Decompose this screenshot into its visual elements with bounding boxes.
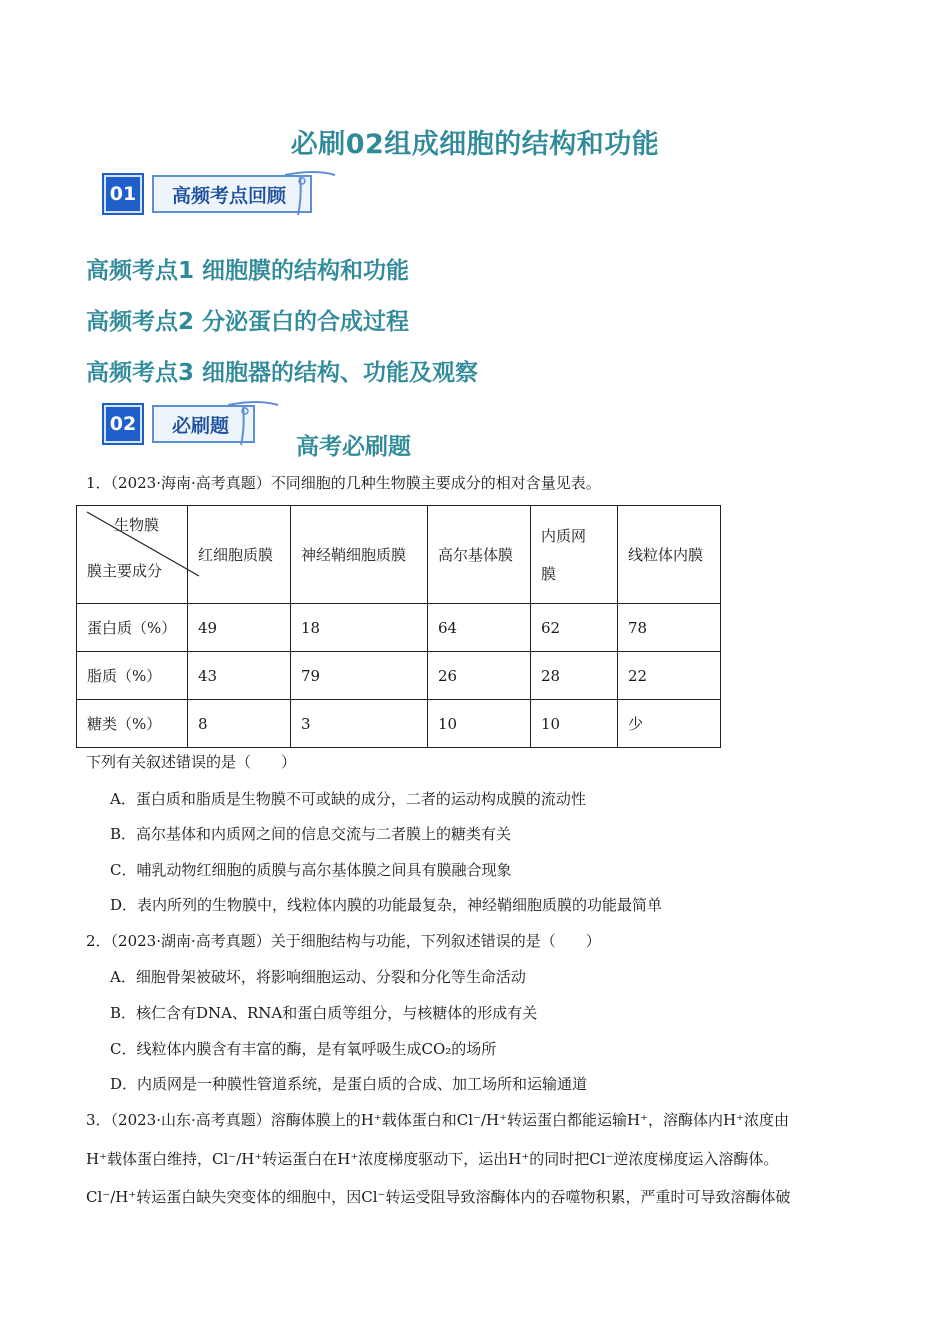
table-cell: 49	[188, 604, 291, 652]
table-cell: 79	[291, 652, 428, 700]
table-row	[77, 604, 721, 652]
table-cell: 8	[188, 700, 291, 748]
corner-top-label: 生物膜	[113, 516, 159, 534]
table-header-cell	[531, 506, 618, 604]
table-cell: 少	[618, 700, 721, 748]
q1-stem: 1．（2023·海南·高考真题）不同细胞的几种生物膜主要成分的相对含量见表。	[86, 474, 601, 492]
q1-option-c: C．哺乳动物红细胞的质膜与高尔基体膜之间具有膜融合现象	[110, 861, 512, 879]
section-label	[152, 175, 312, 213]
section-badge-1	[104, 175, 312, 213]
membrane-composition-table	[76, 505, 721, 748]
page-title: 必刷02组成细胞的结构和功能	[290, 129, 660, 160]
table-cell: 22	[618, 652, 721, 700]
curl-decoration-icon	[223, 397, 283, 447]
table-header-cell: 高尔基体膜	[428, 506, 531, 604]
q2-option-a: A．细胞骨架被破坏，将影响细胞运动、分裂和分化等生命活动	[110, 968, 526, 986]
q2-stem: 2．（2023·湖南·高考真题）关于细胞结构与功能，下列叙述错误的是（ ）	[86, 932, 601, 950]
table-cell: 26	[428, 652, 531, 700]
curl-decoration-icon	[280, 167, 340, 217]
table-cell: 3	[291, 700, 428, 748]
table-row	[77, 700, 721, 748]
q3-line-3: Cl⁻/H⁺转运蛋白缺失突变体的细胞中，因Cl⁻转运受阻导致溶酶体内的吞噬物积累，严重时可导致溶酶体破	[86, 1188, 791, 1206]
section-number: 01	[104, 175, 142, 213]
row-label: 蛋白质（%）	[77, 604, 188, 652]
table-cell: 18	[291, 604, 428, 652]
table-cell: 62	[531, 604, 618, 652]
table-cell: 10	[428, 700, 531, 748]
table-header-row	[77, 506, 721, 604]
q1-option-a: A．蛋白质和脂质是生物膜不可或缺的成分，二者的运动构成膜的流动性	[110, 790, 586, 808]
table-corner-cell	[77, 506, 188, 604]
q1-option-b: B．高尔基体和内质网之间的信息交流与二者膜上的糖类有关	[110, 825, 512, 843]
q2-option-d: D．内质网是一种膜性管道系统，是蛋白质的合成、加工场所和运输通道	[110, 1075, 588, 1093]
table-header-text: 神经鞘细胞质膜	[301, 545, 407, 564]
section-label-text: 高频考点回顾	[172, 184, 287, 207]
table-cell: 78	[618, 604, 721, 652]
table-cell: 43	[188, 652, 291, 700]
q1-ask: 下列有关叙述错误的是（ ）	[86, 753, 297, 771]
row-label: 脂质（%）	[77, 652, 188, 700]
q3-line-1: 3．（2023·山东·高考真题）溶酶体膜上的H⁺载体蛋白和Cl⁻/H⁺转运蛋白都能运输H⁺，溶酶体内H⁺浓度由	[86, 1111, 789, 1129]
keypoint-2: 高频考点2 分泌蛋白的合成过程	[86, 309, 410, 335]
section-number: 02	[104, 405, 142, 443]
table-header-cell: 线粒体内膜	[618, 506, 721, 604]
q3-line-2: H⁺载体蛋白维持，Cl⁻/H⁺转运蛋白在H⁺浓度梯度驱动下，运出H⁺的同时把Cl⁻逆浓度梯度运入溶酶体。	[86, 1150, 779, 1168]
q1-option-d: D．表内所列的生物膜中，线粒体内膜的功能最复杂，神经鞘细胞质膜的功能最简单	[110, 896, 663, 914]
q2-option-c: C．线粒体内膜含有丰富的酶，是有氧呼吸生成CO₂的场所	[110, 1040, 497, 1058]
table-cell: 10	[531, 700, 618, 748]
table-row	[77, 652, 721, 700]
table-header-cell: 红细胞质膜	[188, 506, 291, 604]
table-header-text: 内质网膜	[541, 526, 587, 583]
keypoint-3: 高频考点3 细胞器的结构、功能及观察	[86, 360, 479, 386]
q2-option-b: B．核仁含有DNA、RNA和蛋白质等组分，与核糖体的形成有关	[110, 1004, 538, 1022]
table-cell: 64	[428, 604, 531, 652]
table-cell: 28	[531, 652, 618, 700]
table-header-cell	[291, 506, 428, 604]
section-label-text: 必刷题	[172, 414, 230, 437]
section-badge-2	[104, 405, 255, 443]
subheading: 高考必刷题	[296, 434, 411, 460]
corner-bottom-label: 膜主要成分	[87, 562, 163, 580]
keypoint-1: 高频考点1 细胞膜的结构和功能	[86, 258, 410, 284]
section-label	[152, 405, 255, 443]
row-label: 糖类（%）	[77, 700, 188, 748]
